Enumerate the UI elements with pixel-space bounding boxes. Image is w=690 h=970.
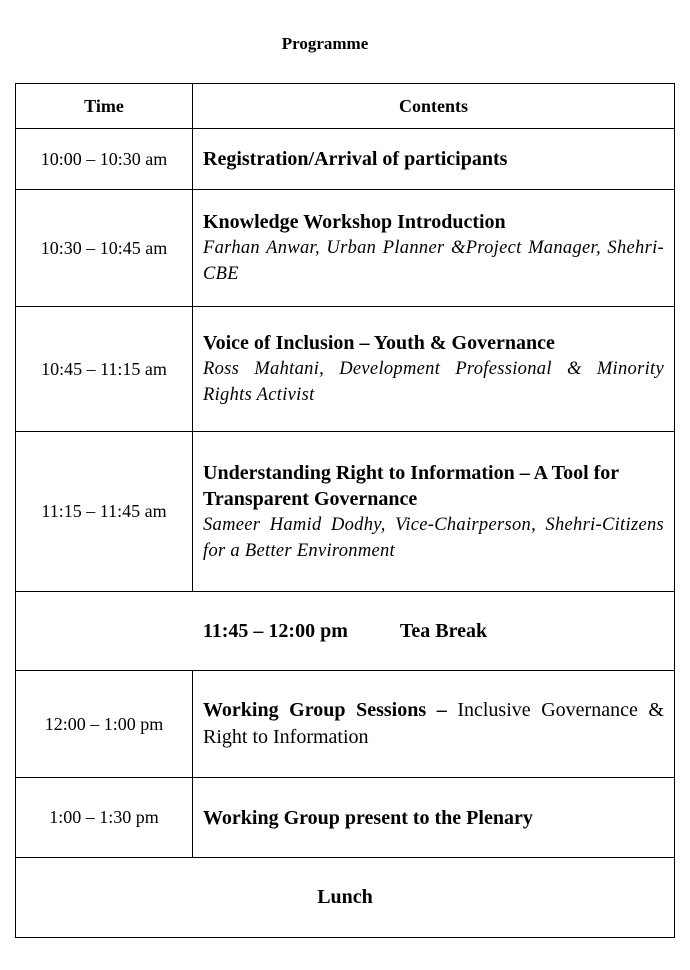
row-content (193, 432, 675, 592)
session-speaker: Farhan Anwar, Urban Planner &Project Manager, Shehri-CBE (203, 238, 664, 284)
table-header-row (16, 84, 675, 129)
session-title-rest: Inclusive Governance & Right to Information (203, 699, 664, 748)
table-row (16, 129, 675, 190)
tea-break-time: 11:45 – 12:00 pm (202, 619, 348, 642)
session-title: Understanding Right to Information – A Tool for Transparent Governance (203, 461, 619, 510)
table-row (16, 432, 675, 592)
session-title: Registration/Arrival of participants (203, 148, 508, 170)
row-time: 1:00 – 1:30 pm (16, 778, 193, 858)
row-content (193, 778, 675, 858)
table-row (16, 190, 675, 307)
table-row (16, 778, 675, 858)
page-title: Programme (281, 34, 369, 53)
session-title: Voice of Inclusion – Youth & Governance (203, 332, 555, 354)
tea-break-row (16, 592, 675, 671)
header-contents: Contents (193, 84, 675, 129)
session-title: Knowledge Workshop Introduction (203, 211, 506, 233)
row-time: 12:00 – 1:00 pm (16, 671, 193, 778)
row-content (193, 307, 675, 432)
tea-break-cell (16, 592, 675, 671)
session-speaker: Sameer Hamid Dodhy, Vice-Chairperson, Shehri-Citizens for a Better Environment (203, 514, 664, 561)
lunch-row (16, 858, 675, 938)
table-row (16, 671, 675, 778)
row-content (193, 190, 675, 307)
lunch-cell: Lunch (16, 858, 675, 938)
session-speaker: Ross Mahtani, Development Professional & Minority Rights Activist (203, 359, 664, 405)
session-title: Working Group present to the Plenary (203, 806, 533, 829)
row-time: 10:45 – 11:15 am (16, 307, 193, 432)
row-time: 10:30 – 10:45 am (16, 190, 193, 307)
programme-table (15, 83, 675, 938)
header-time: Time (16, 84, 193, 129)
row-content (193, 671, 675, 778)
row-content (193, 129, 675, 190)
tea-break-label: Tea Break (399, 619, 488, 642)
session-title (203, 697, 664, 751)
session-title-bold: Working Group Sessions – (203, 699, 447, 721)
row-time: 11:15 – 11:45 am (16, 432, 193, 592)
row-time: 10:00 – 10:30 am (16, 129, 193, 190)
table-row (16, 307, 675, 432)
